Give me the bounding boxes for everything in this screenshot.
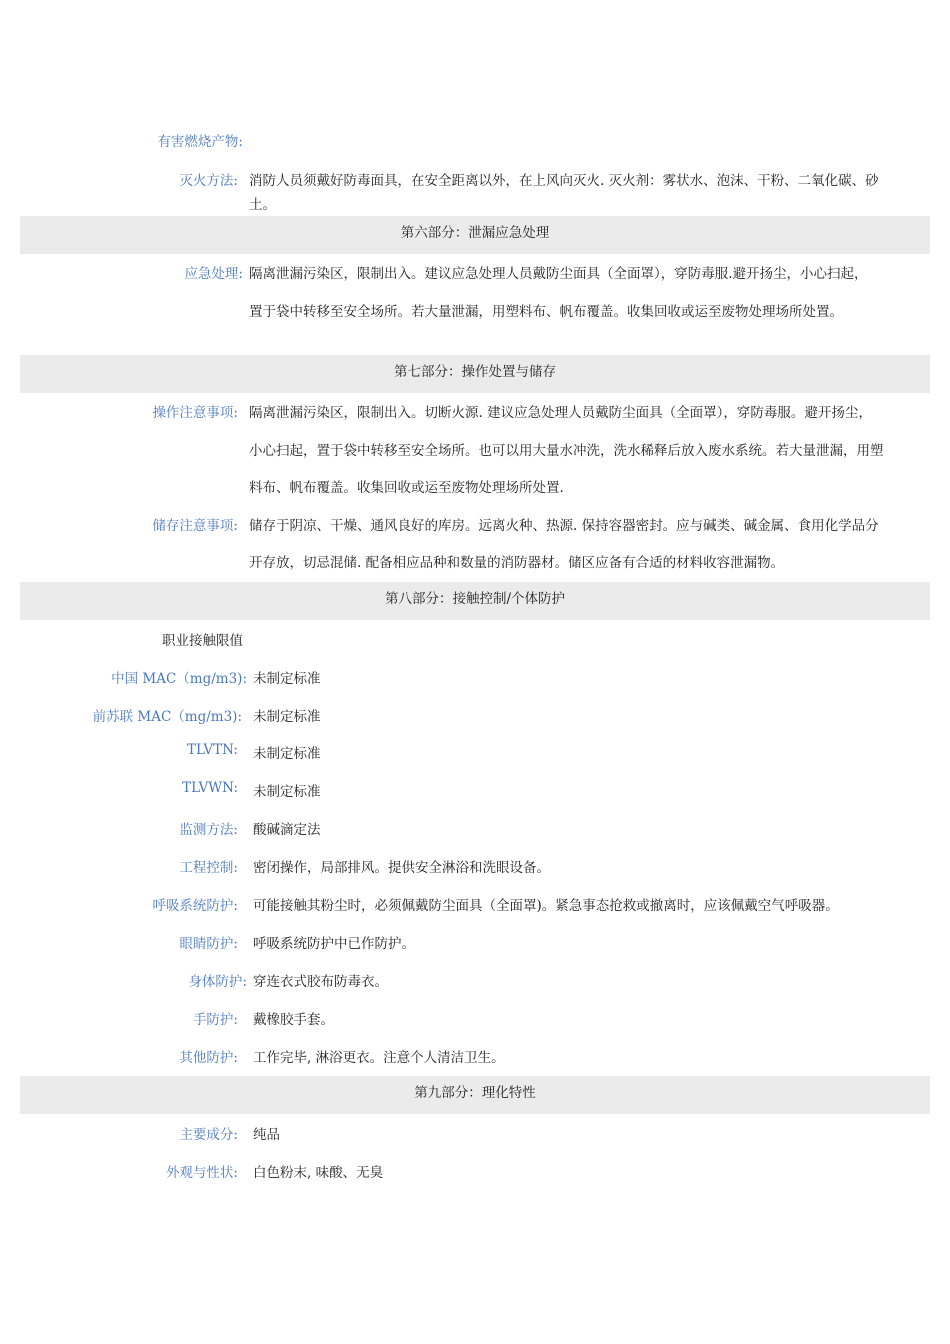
- body-protection-value: 穿连衣式胶布防毒衣。: [253, 974, 388, 990]
- tlvtn-label: TLVTN:: [186, 742, 238, 758]
- section-7-header: 第七部分：操作处置与储存: [20, 355, 930, 393]
- respiratory-label: 呼吸系统防护:: [152, 898, 238, 914]
- combustion-products-label: 有害燃烧产物:: [157, 134, 243, 150]
- emergency-line2: 置于袋中转移至安全场所。若大量泄漏，用塑料布、帆布覆盖。收集回收或运至废物处理场所处置。: [249, 304, 843, 320]
- storage-line2: 开存放，切忌混储. 配备相应品种和数量的消防器材。储区应备有合适的材料收容泄漏物。: [249, 555, 785, 571]
- hand-protection-value: 戴橡胶手套。: [253, 1012, 334, 1028]
- operation-line1: 隔离泄漏污染区，限制出入。切断火源. 建议应急处理人员戴防尘面具（全面罩），穿防毒服。避开扬尘，: [249, 405, 872, 421]
- operation-line2: 小心扫起，置于袋中转移至安全场所。也可以用大量水冲洗，洗水稀释后放入废水系统。若大量泄漏，用塑: [249, 443, 884, 459]
- main-component-label: 主要成分:: [179, 1127, 238, 1143]
- operation-label: 操作注意事项:: [152, 405, 238, 421]
- emergency-line1: 隔离泄漏污染区，限制出入。建议应急处理人员戴防尘面具（全面罩），穿防毒服.避开扬尘，小心扫起，: [249, 266, 868, 282]
- operation-line3: 料布、帆布覆盖。收集回收或运至废物处理场所处置.: [249, 480, 564, 496]
- ussr-mac-label: 前苏联 MAC（mg/m3):: [92, 709, 242, 725]
- appearance-value: 白色粉末, 味酸、无臭: [253, 1165, 384, 1181]
- china-mac-label: 中国 MAC（mg/m3):: [111, 671, 247, 687]
- monitoring-label: 监测方法:: [179, 822, 238, 838]
- eye-protection-label: 眼睛防护:: [179, 936, 238, 952]
- fire-method-line2: 土。: [249, 197, 276, 213]
- main-component-value: 纯品: [253, 1127, 280, 1143]
- hand-protection-label: 手防护:: [192, 1012, 238, 1028]
- section-8-header: 第八部分：接触控制/个体防护: [20, 582, 930, 620]
- tlvwn-value: 未制定标准: [253, 784, 321, 800]
- storage-line1: 储存于阴凉、干燥、通风良好的库房。远离火种、热源. 保持容器密封。应与碱类、碱金属、食用化学品分: [249, 518, 879, 534]
- section-9-header: 第九部分：理化特性: [20, 1076, 930, 1114]
- storage-label: 储存注意事项:: [152, 518, 238, 534]
- ussr-mac-value: 未制定标准: [253, 709, 321, 725]
- other-protection-value: 工作完毕, 淋浴更衣。注意个人清洁卫生。: [253, 1050, 505, 1066]
- oel-title: 职业接触限值: [162, 633, 243, 649]
- fire-method-line1: 消防人员须戴好防毒面具，在安全距离以外，在上风向灭火. 灭火剂：雾状水、泡沫、干粉、二氧化碳、砂: [249, 173, 879, 189]
- tlvtn-value: 未制定标准: [253, 746, 321, 762]
- respiratory-value: 可能接触其粉尘时，必须佩戴防尘面具（全面罩)。紧急事态抢救或撤离时，应该佩戴空气呼吸器。: [253, 898, 839, 914]
- monitoring-value: 酸碱滴定法: [253, 822, 321, 838]
- body-protection-label: 身体防护:: [188, 974, 247, 990]
- engineering-control-value: 密闭操作，局部排风。提供安全淋浴和洗眼设备。: [253, 860, 550, 876]
- other-protection-label: 其他防护:: [179, 1050, 238, 1066]
- china-mac-value: 未制定标准: [253, 671, 321, 687]
- tlvwn-label: TLVWN:: [182, 780, 238, 796]
- fire-method-label: 灭火方法:: [179, 173, 238, 189]
- appearance-label: 外观与性状:: [165, 1165, 238, 1181]
- emergency-label: 应急处理:: [184, 266, 243, 282]
- section-6-header: 第六部分：泄漏应急处理: [20, 216, 930, 254]
- engineering-control-label: 工程控制:: [179, 860, 238, 876]
- eye-protection-value: 呼吸系统防护中已作防护。: [253, 936, 415, 952]
